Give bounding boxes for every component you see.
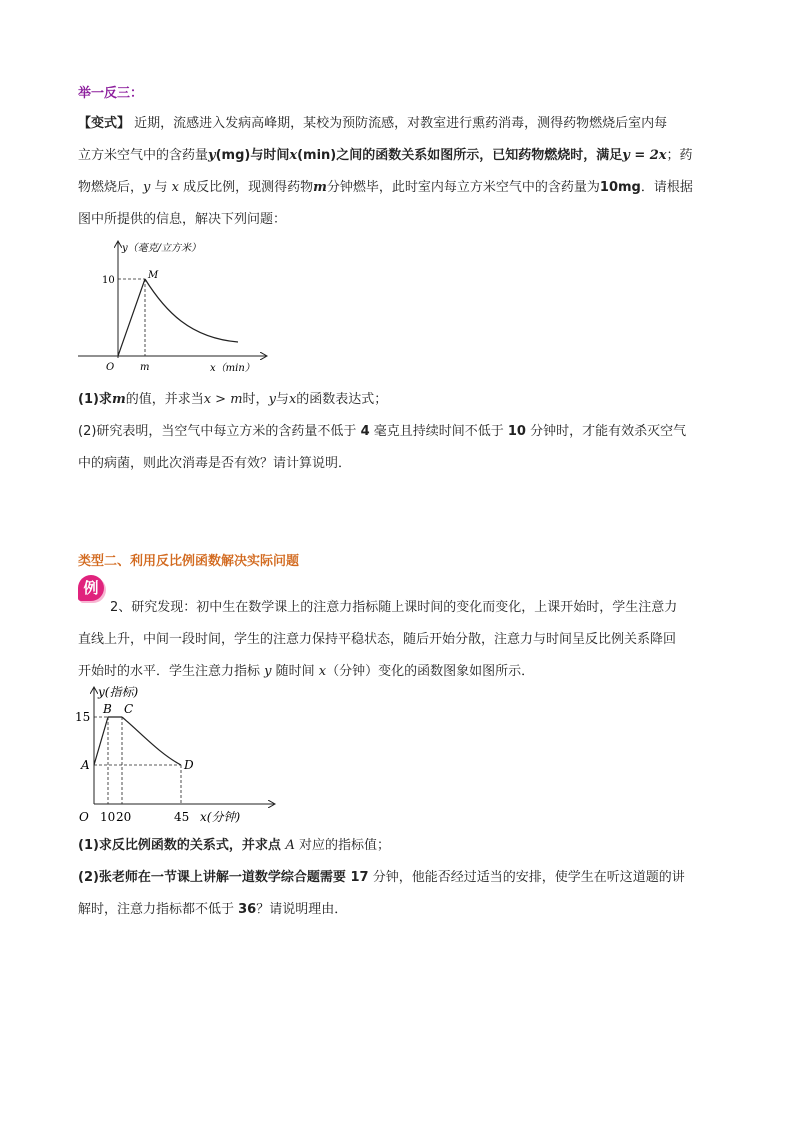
section2-line-1: 2、研究发现：初中生在数学课上的注意力指标随上课时间的变化而变化，上课开始时，学生注意力 <box>110 600 678 615</box>
section2-line-2: 直线上升，中间一段时间，学生的注意力保持平稳状态，随后开始分散，注意力与时间呈反比例关系降回 <box>78 632 677 647</box>
chart2-tick-15: 15 <box>75 710 91 724</box>
chart2-point-a: A <box>81 758 90 772</box>
variant-tag: 【变式】 <box>78 116 131 131</box>
chart-drug-concentration <box>70 236 290 376</box>
chart2-origin: O <box>79 810 89 824</box>
chart2-tick-20: 20 <box>116 810 132 824</box>
chart-attention-index <box>70 684 290 824</box>
section2-q2-line-1: (2)张老师在一节课上讲解一道数学综合题需要 17 分钟，他能否经过适当的安排，使学生在听这道题的讲 <box>78 870 685 885</box>
section2-q2-line-2: 解时，注意力指标都不低于 36？请说明理由． <box>78 902 348 917</box>
section1-line-4: 图中所提供的信息，解决下列问题： <box>78 212 287 227</box>
section2-line-3: 开始时的水平．学生注意力指标 y 随时间 x（分钟）变化的函数图象如图所示． <box>78 664 535 679</box>
chart2-tick-10: 10 <box>100 810 116 824</box>
section1-q2-line-2: 中的病菌，则此次消毒是否有效？请计算说明． <box>78 456 352 471</box>
section1-line-3: 物燃烧后，y 与 x 成反比例，现测得药物m分钟燃毕，此时室内每立方米空气中的含药量为10mg．请根据 <box>78 180 693 195</box>
chart2-point-b: B <box>103 702 112 716</box>
section1-q1: (1)求m的值，并求当x > m时，y与x的函数表达式； <box>78 392 388 407</box>
chart2-point-d: D <box>184 758 194 772</box>
chart1-inverse-curve <box>145 279 238 342</box>
chart1-tick-y-10: 10 <box>102 275 115 286</box>
chart1-x-label: x（min） <box>210 363 255 374</box>
section1-line-1: 【变式】 近期，流感进入发病高峰期，某校为预防流感，对教室进行熏药消毒，测得药物燃烧后室内每 <box>78 116 668 131</box>
example-badge-icon: 例 <box>78 575 104 601</box>
section2-heading: 类型二、利用反比例函数解决实际问题 <box>78 554 300 569</box>
chart1-linear-segment <box>118 279 145 356</box>
chart2-inverse-curve <box>122 717 181 765</box>
chart2-y-label: y(指标) <box>98 685 139 699</box>
section1-line-2: 立方米空气中的含药量y(mg)与时间x(min)之间的函数关系如图所示，已知药物燃烧时，满足y = 2x；药 <box>78 148 693 163</box>
section1-q2-line-1: (2)研究表明，当空气中每立方米的含药量不低于 4 毫克且持续时间不低于 10 分钟时，才能有效杀灭空气 <box>78 424 687 439</box>
section1-heading: 举一反三： <box>78 86 144 101</box>
chart2-x-label: x(分钟) <box>200 810 241 824</box>
chart1-point-m: M <box>148 270 159 281</box>
chart1-origin: O <box>106 362 115 373</box>
chart2-point-c: C <box>124 702 134 716</box>
chart1-y-label: y（毫克/立方米） <box>122 243 202 254</box>
section2-q1: (1)求反比例函数的关系式，并求点 A 对应的指标值； <box>78 838 390 853</box>
chart1-tick-x-m: m <box>140 362 150 373</box>
chart2-tick-45: 45 <box>174 810 190 824</box>
